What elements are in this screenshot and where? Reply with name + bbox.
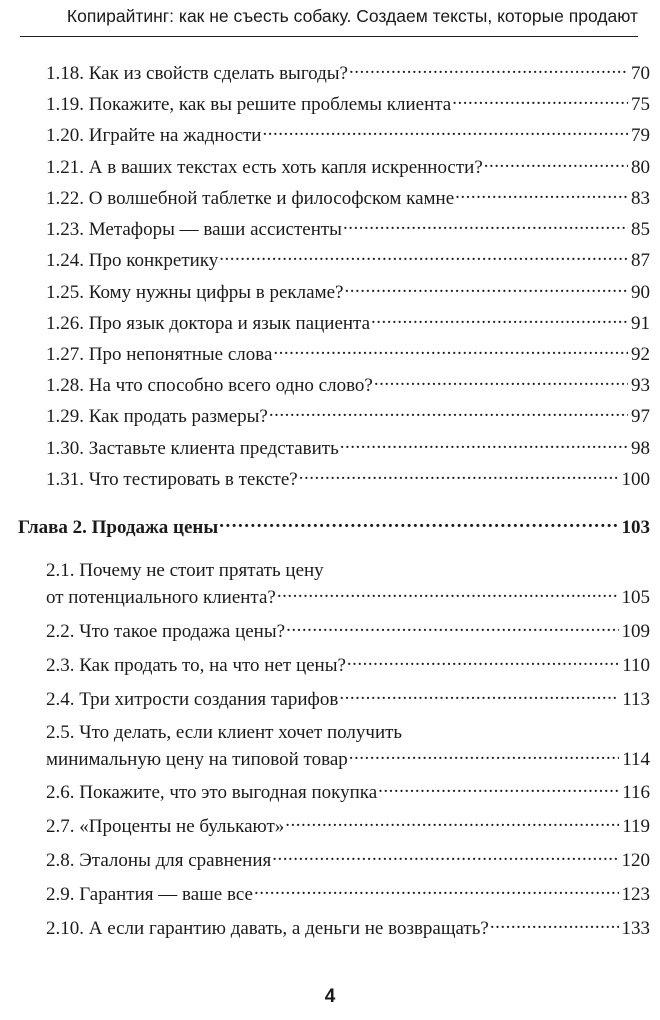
toc-entry bbox=[46, 341, 650, 368]
toc-entry-title: 2.2. Что такое продажа цены? bbox=[46, 620, 286, 642]
toc-entry-page: 119 bbox=[622, 816, 650, 838]
toc-entry-title: 1.21. А в ваших текстах есть хоть капля искренности? bbox=[46, 156, 483, 178]
toc-entry-page: 114 bbox=[622, 748, 650, 770]
toc-entry-title: 1.22. О волшебной таблетке и философском камне bbox=[46, 187, 455, 209]
toc-entry-page: 97 bbox=[631, 406, 650, 428]
toc-entry bbox=[46, 185, 650, 212]
toc-entry-title: 1.20. Играйте на жадности bbox=[46, 125, 262, 147]
leader-dots bbox=[490, 915, 619, 934]
leader-dots bbox=[269, 403, 628, 422]
toc-entry-page: 98 bbox=[631, 437, 650, 459]
toc-entry-title: 1.30. Заставьте клиента представить bbox=[46, 437, 339, 459]
leader-dots bbox=[254, 881, 619, 900]
toc-entry-title: 1.28. На что способно всего одно слово? bbox=[46, 375, 373, 397]
toc-entry-title: 2.10. А если гарантию давать, а деньги не возвращать? bbox=[46, 917, 489, 939]
toc-entry-page: 70 bbox=[631, 63, 650, 84]
toc-entry bbox=[46, 720, 650, 773]
toc-entry-title-line1: 2.5. Что делать, если клиент хочет получить bbox=[46, 721, 403, 743]
leader-dots bbox=[371, 310, 628, 329]
page-number: 4 bbox=[324, 986, 336, 1007]
toc-entry-page: 80 bbox=[631, 156, 650, 178]
chapter-title: Глава 2. Продажа цены bbox=[18, 517, 219, 538]
toc-entry-title: 1.26. Про язык доктора и язык пациента bbox=[46, 312, 371, 334]
leader-dots bbox=[349, 746, 619, 765]
toc-entry-title: 2.8. Эталоны для сравнения bbox=[46, 850, 272, 872]
toc-entry-page: 90 bbox=[631, 281, 650, 303]
leader-dots bbox=[347, 652, 619, 671]
toc-entry-page: 79 bbox=[631, 125, 650, 147]
table-of-contents bbox=[0, 60, 660, 942]
leader-dots bbox=[374, 372, 628, 391]
toc-entry bbox=[46, 216, 650, 243]
toc-entry-page: 83 bbox=[631, 187, 650, 209]
toc-entry-title: 2.9. Гарантия — ваше все bbox=[46, 884, 253, 905]
leader-dots bbox=[285, 813, 619, 832]
toc-entry bbox=[46, 915, 650, 942]
leader-dots bbox=[299, 466, 619, 485]
leader-dots bbox=[378, 779, 619, 798]
leader-dots bbox=[344, 279, 628, 298]
toc-entry bbox=[46, 618, 650, 645]
leader-dots bbox=[273, 341, 628, 360]
toc-entry-title: от потенциального клиента? bbox=[46, 587, 276, 608]
leader-dots bbox=[277, 584, 619, 603]
toc-entry-page: 105 bbox=[621, 587, 650, 608]
toc-entry-page: 87 bbox=[631, 250, 650, 272]
leader-dots bbox=[452, 91, 628, 110]
toc-entry-page: 92 bbox=[631, 343, 650, 365]
toc-entry bbox=[46, 813, 650, 840]
header-rule bbox=[20, 36, 638, 37]
toc-entry bbox=[46, 847, 650, 874]
toc-entry-title: 1.18. Как из свойств сделать выгоды? bbox=[46, 63, 348, 84]
toc-entry-page: 91 bbox=[631, 312, 650, 334]
leader-dots bbox=[349, 60, 628, 79]
toc-entry bbox=[46, 435, 650, 462]
toc-entry bbox=[46, 466, 650, 493]
toc-entry bbox=[46, 279, 650, 306]
toc-entry bbox=[46, 686, 650, 713]
toc-entry-title: 2.7. «Проценты не булькают» bbox=[46, 816, 285, 838]
running-title: Копирайтинг: как не съесть собаку. Создаем тексты, которые продают bbox=[66, 6, 638, 26]
toc-entry-title: минимальную цену на типовой товар bbox=[46, 748, 348, 770]
leader-dots bbox=[219, 514, 618, 533]
toc-entry bbox=[46, 372, 650, 399]
toc-entry bbox=[46, 403, 650, 430]
toc-section-2 bbox=[0, 558, 660, 942]
leader-dots bbox=[343, 216, 628, 235]
toc-entry bbox=[46, 122, 650, 149]
toc-entry-title: 2.6. Покажите, что это выгодная покупка bbox=[46, 782, 378, 804]
leader-dots bbox=[286, 618, 618, 637]
leader-dots bbox=[272, 847, 618, 866]
toc-entry bbox=[46, 60, 650, 87]
chapter-page: 103 bbox=[621, 517, 650, 538]
toc-entry-page: 93 bbox=[631, 375, 650, 397]
toc-entry-page: 110 bbox=[622, 654, 650, 676]
toc-entry-page: 133 bbox=[621, 917, 650, 939]
toc-entry-title: 1.29. Как продать размеры? bbox=[46, 406, 268, 428]
leader-dots bbox=[455, 185, 628, 204]
toc-entry-title: 2.4. Три хитрости создания тарифов bbox=[46, 688, 339, 710]
toc-entry bbox=[46, 652, 650, 679]
toc-entry-title: 1.31. Что тестировать в тексте? bbox=[46, 468, 298, 490]
leader-dots bbox=[484, 154, 628, 173]
toc-entry-title: 1.25. Кому нужны цифры в рекламе? bbox=[46, 281, 344, 303]
toc-entry-page: 116 bbox=[622, 782, 650, 804]
toc-entry-page: 120 bbox=[621, 850, 650, 872]
toc-entry-title: 1.24. Про конкретику bbox=[46, 250, 219, 272]
toc-entry bbox=[46, 154, 650, 181]
toc-entry-page: 100 bbox=[621, 468, 650, 490]
toc-chapter-heading bbox=[18, 514, 650, 541]
toc-entry bbox=[46, 310, 650, 337]
toc-section-1 bbox=[0, 60, 660, 493]
toc-entry-page: 75 bbox=[631, 94, 650, 116]
toc-entry-title-line1: 2.1. Почему не стоит прятать цену bbox=[46, 560, 324, 581]
toc-entry bbox=[46, 91, 650, 118]
toc-entry-page: 85 bbox=[631, 219, 650, 241]
toc-entry-title: 1.27. Про непонятные слова bbox=[46, 343, 273, 365]
toc-entry bbox=[46, 558, 650, 611]
leader-dots bbox=[339, 686, 619, 705]
leader-dots bbox=[340, 435, 628, 454]
toc-entry bbox=[46, 881, 650, 908]
leader-dots bbox=[262, 122, 628, 141]
toc-entry-title: 1.19. Покажите, как вы решите проблемы клиента bbox=[46, 94, 452, 116]
toc-entry bbox=[46, 247, 650, 274]
toc-entry-page: 113 bbox=[622, 688, 650, 710]
toc-entry-page: 109 bbox=[621, 620, 650, 642]
leader-dots bbox=[219, 247, 628, 266]
toc-entry-title: 2.3. Как продать то, на что нет цены? bbox=[46, 654, 346, 676]
toc-entry-title: 1.23. Метафоры — ваши ассистенты bbox=[46, 219, 342, 241]
toc-entry-page: 123 bbox=[621, 884, 650, 905]
toc-entry bbox=[46, 779, 650, 806]
